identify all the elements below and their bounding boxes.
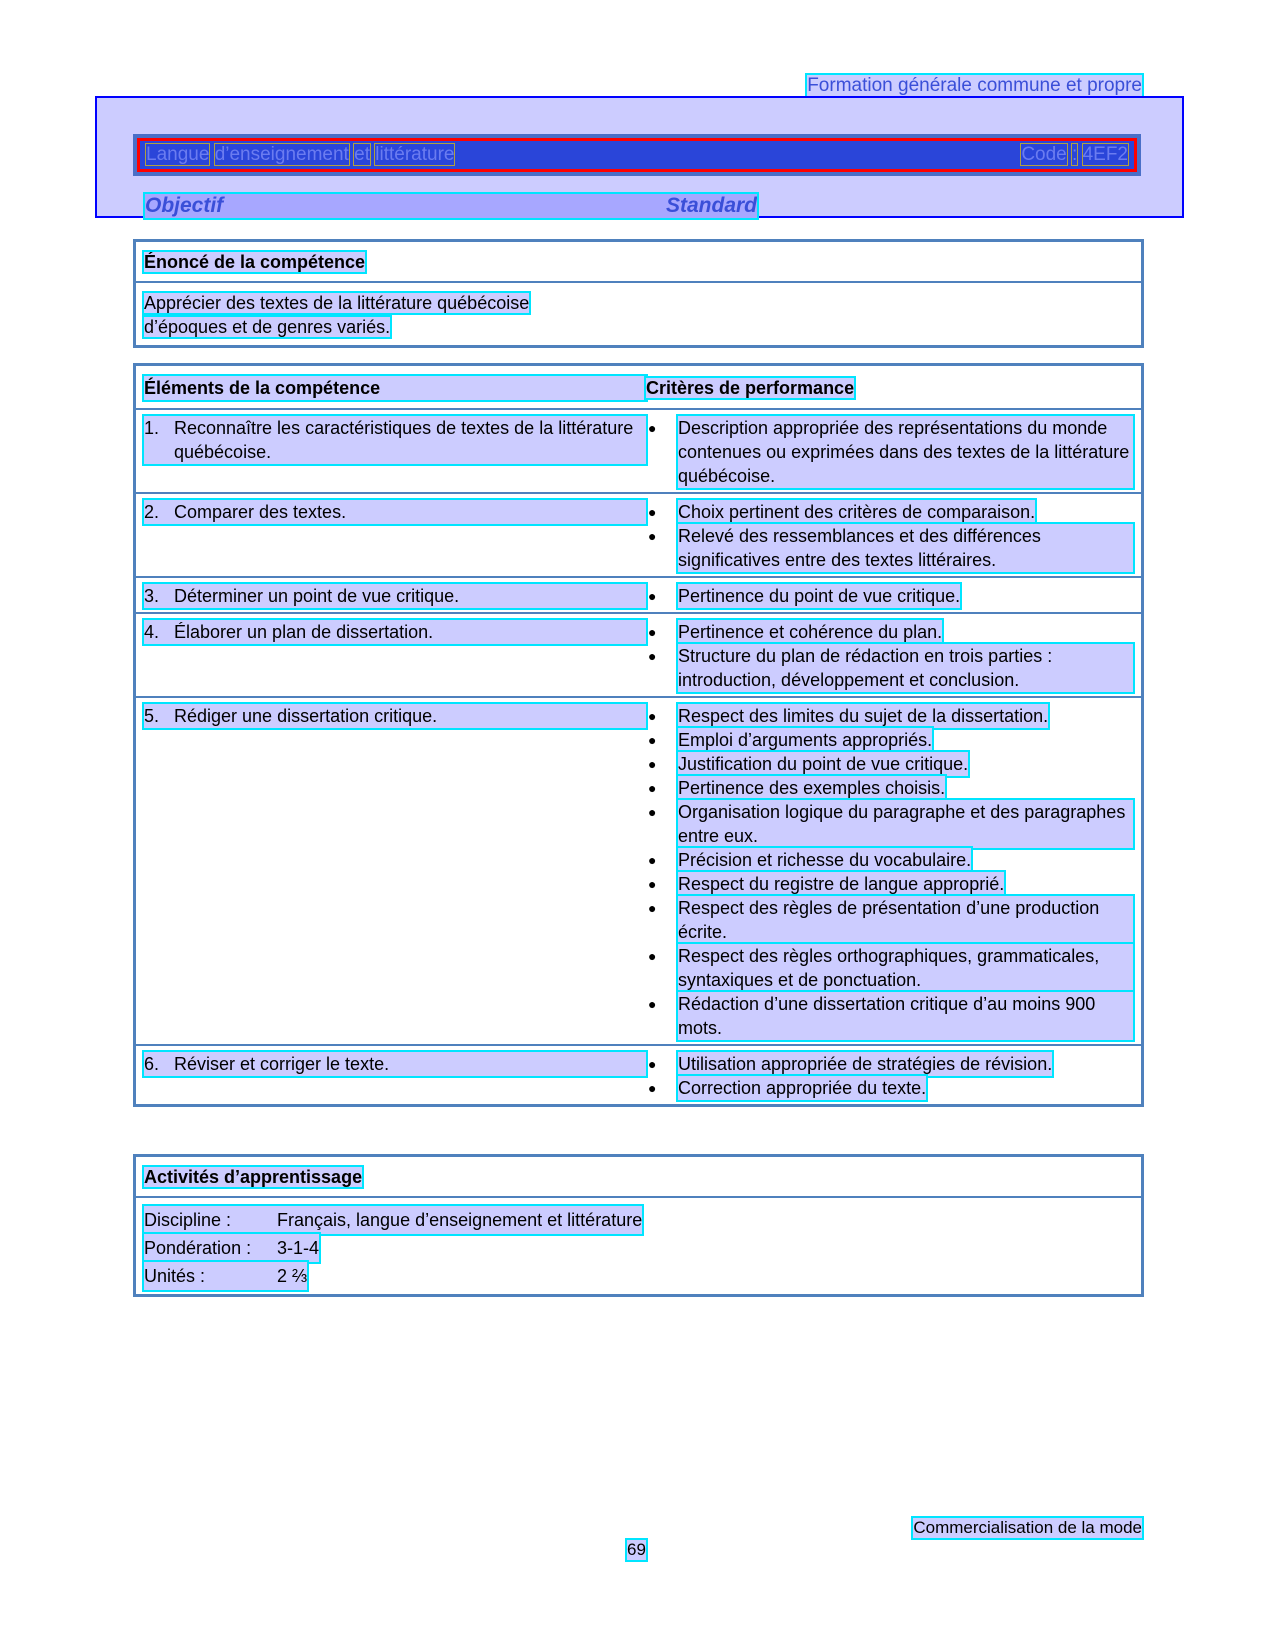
bullet-icon: ●: [648, 1080, 657, 1096]
activites-title: Activités d’apprentissage: [144, 1167, 363, 1187]
criterion: [646, 728, 1133, 752]
criterion-text: Justification du point de vue critique.: [678, 754, 969, 774]
element-text: Comparer des textes.: [174, 502, 347, 522]
bullet-icon: ●: [648, 504, 657, 520]
element-number: 5.: [144, 706, 160, 726]
criterion-text: Respect des règles de présentation d’une production écrite.: [678, 896, 1133, 944]
criterion-text: Correction appropriée du texte.: [678, 1078, 927, 1098]
bullet-icon: ●: [648, 780, 657, 796]
ponderation-row: [144, 1234, 319, 1262]
section-title: Formation générale commune et propre: [807, 75, 1142, 96]
criterion-text: Précision et richesse du vocabulaire.: [678, 850, 972, 870]
objective-standard-row: [145, 194, 757, 218]
criterion-text: Pertinence des exemples choisis.: [678, 778, 946, 798]
bullet-icon: ●: [648, 852, 657, 868]
enonce-title: Énoncé de la compétence: [144, 252, 366, 272]
table-row: [136, 614, 1141, 698]
col-criteria-header: Critères de performance: [646, 378, 855, 398]
criterion: [646, 752, 1133, 776]
unites-label: Unités :: [144, 1266, 206, 1286]
course-name: [146, 144, 454, 166]
discipline-row: [144, 1206, 642, 1234]
bullet-icon: ●: [648, 948, 657, 964]
table-row: [136, 698, 1141, 1046]
criterion-text: Respect des règles orthographiques, grammaticales, syntaxiques et de ponctuation.: [678, 944, 1133, 992]
criterion: [646, 704, 1133, 728]
page-number: 69: [627, 1540, 646, 1559]
course-title-bar: [133, 134, 1141, 176]
course-word: littérature: [375, 144, 455, 165]
criterion: [646, 524, 1133, 572]
course-word: d’enseignement: [214, 144, 349, 165]
unites-value: 2 ⅔: [277, 1266, 308, 1286]
activites-box: [133, 1154, 1144, 1297]
element-number: 1.: [144, 418, 160, 438]
course-word: Langue: [146, 144, 210, 165]
bullet-icon: ●: [648, 420, 657, 436]
element-number: 3.: [144, 586, 160, 606]
course-code: [1021, 144, 1128, 166]
criterion-text: Organisation logique du paragraphe et des paragraphes entre eux.: [678, 800, 1133, 848]
element-number: 4.: [144, 622, 160, 642]
col-elements-header: Éléments de la compétence: [144, 378, 381, 398]
standard-label: Standard: [665, 194, 757, 217]
criterion-text: Pertinence et cohérence du plan.: [678, 622, 943, 642]
code-sep: :: [1072, 144, 1078, 165]
criterion: [646, 776, 1133, 800]
criterion: [646, 992, 1133, 1040]
bullet-icon: ●: [648, 648, 657, 664]
ponderation-value: 3-1-4: [277, 1238, 320, 1258]
bullet-icon: ●: [648, 900, 657, 916]
bullet-icon: ●: [648, 756, 657, 772]
criterion: [646, 800, 1133, 848]
criterion: [646, 944, 1133, 992]
criterion: [646, 620, 1133, 644]
table-row: [136, 410, 1141, 494]
criterion: [646, 416, 1133, 488]
criterion: [646, 872, 1133, 896]
bullet-icon: ●: [648, 708, 657, 724]
criterion: [646, 500, 1133, 524]
criterion-text: Rédaction d’une dissertation critique d’au moins 900 mots.: [678, 992, 1133, 1040]
table-row: [136, 1046, 1141, 1104]
enonce-box: [133, 239, 1144, 348]
element-text: Élaborer un plan de dissertation.: [174, 622, 434, 642]
element-text: Rédiger une dissertation critique.: [174, 706, 438, 726]
discipline-label: Discipline :: [144, 1210, 232, 1230]
criterion-text: Relevé des ressemblances et des différences significatives entre des textes littéraires.: [678, 524, 1133, 572]
unites-row: [144, 1262, 307, 1290]
criterion-text: Utilisation appropriée de stratégies de révision.: [678, 1054, 1053, 1074]
criterion-text: Emploi d’arguments appropriés.: [678, 730, 933, 750]
bullet-icon: ●: [648, 528, 657, 544]
element-text: Réviser et corriger le texte.: [174, 1054, 390, 1074]
elements-header: [136, 366, 1141, 410]
criterion: [646, 848, 1133, 872]
element-text: Déterminer un point de vue critique.: [174, 586, 460, 606]
ponderation-label: Pondération :: [144, 1238, 252, 1258]
criterion-text: Description appropriée des représentations du monde contenues ou exprimées dans des textes de la littérature québécoise.: [678, 416, 1133, 488]
criterion: [646, 896, 1133, 944]
elements-table: [133, 363, 1144, 1107]
criterion: [646, 1052, 1133, 1076]
table-row: [136, 578, 1141, 614]
code-value: 4EF2: [1082, 144, 1128, 165]
criterion: [646, 584, 1133, 608]
criterion: [646, 1076, 1133, 1100]
bullet-icon: ●: [648, 876, 657, 892]
course-word: et: [354, 144, 370, 165]
criterion-text: Respect du registre de langue approprié.: [678, 874, 1005, 894]
code-label: Code: [1021, 144, 1067, 165]
bullet-icon: ●: [648, 624, 657, 640]
bullet-icon: ●: [648, 732, 657, 748]
bullet-icon: ●: [648, 996, 657, 1012]
footer-program: Commercialisation de la mode: [913, 1518, 1142, 1537]
criterion-text: Choix pertinent des critères de comparaison.: [678, 502, 1036, 522]
element-number: 6.: [144, 1054, 160, 1074]
criterion: [646, 644, 1133, 692]
enonce-line: Apprécier des textes de la littérature québécoise: [144, 293, 530, 313]
criterion-text: Respect des limites du sujet de la dissertation.: [678, 706, 1049, 726]
bullet-icon: ●: [648, 1056, 657, 1072]
element-number: 2.: [144, 502, 160, 522]
criterion-text: Pertinence du point de vue critique.: [678, 586, 961, 606]
element-text: Reconnaître les caractéristiques de textes de la littérature québécoise.: [174, 418, 634, 462]
discipline-value: Français, langue d’enseignement et littérature: [277, 1210, 643, 1230]
bullet-icon: ●: [648, 804, 657, 820]
enonce-line: d’époques et de genres variés.: [144, 317, 391, 337]
criterion-text: Structure du plan de rédaction en trois parties : introduction, développement et conclusion.: [678, 644, 1133, 692]
objectif-label: Objectif: [145, 194, 224, 217]
table-row: [136, 494, 1141, 578]
bullet-icon: ●: [648, 588, 657, 604]
